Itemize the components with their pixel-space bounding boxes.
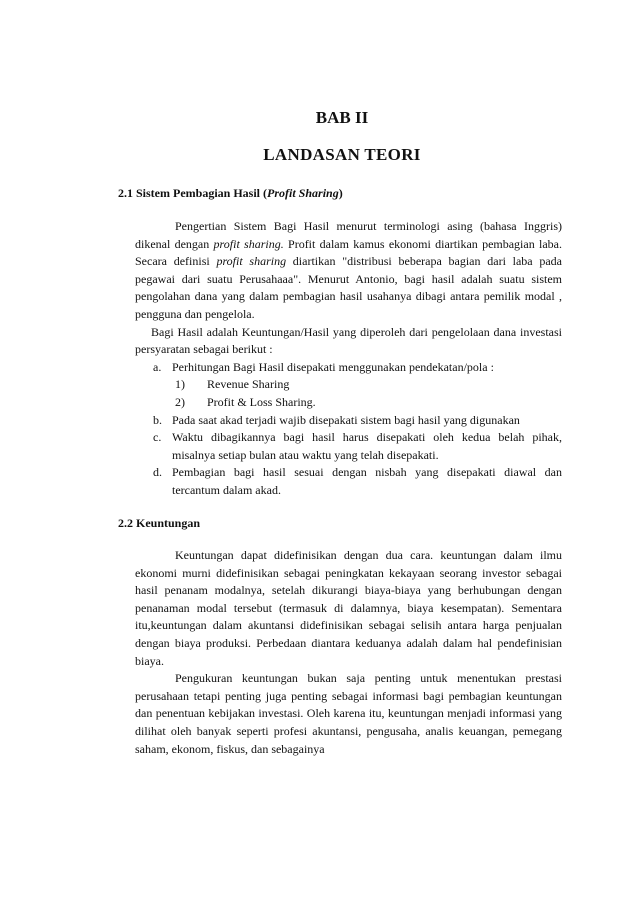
list-marker: c.	[153, 430, 162, 445]
section-2-1-body	[135, 218, 562, 500]
list-marker: a.	[153, 359, 162, 374]
section-2-1-title-italic: Profit Sharing	[267, 186, 339, 200]
list-item-text: Waktu dibagikannya bagi hasil harus disepakati oleh kedua belah pihak, misalnya setiap bulan atau waktu yang telah disepakati.	[172, 430, 562, 462]
sub-list-item	[135, 394, 562, 412]
section-2-1-paren-close: )	[338, 186, 343, 200]
chapter-number: BAB II	[315, 108, 369, 127]
list-item	[135, 412, 562, 430]
section-2-2-heading	[118, 516, 200, 531]
sub-list-marker: 2)	[175, 394, 185, 409]
list-item	[135, 359, 562, 377]
section-2-1-heading	[118, 186, 343, 201]
section-2-1-title: Sistem Pembagian Hasil	[136, 186, 261, 200]
section-2-1-paragraph-1	[135, 218, 562, 324]
list-item	[135, 429, 562, 464]
sub-list-item-text: Revenue Sharing	[207, 377, 290, 392]
list-item	[135, 464, 562, 499]
paragraph-text: diartikan "distribusi beberapa bagian dari laba pada pegawai dari suatu Perusahaaa". Menurut Antonio, bagi hasil adalah suatu sistem pengolahan dana yang dalam pembagian hasil usahanya dibagi antara pemilik modal , pengguna dan pengelola.	[135, 254, 562, 321]
sub-list-item-text: Profit & Loss Sharing.	[207, 394, 316, 409]
section-2-2-body	[135, 547, 562, 758]
section-2-2-paragraph-2: Pengukuran keuntungan bukan saja penting untuk menentukan prestasi perusahaan tetapi penting juga penting sebagai informasi bagi pembagian keuntungan dan penentuan kebijakan investasi. Oleh karena itu, keuntungan menjadi informasi yang dilihat oleh banyak seperti profesi akuntansi, pengusaha, analis keuangan, pemegang saham, ekonom, fiskus, dan sebagainya	[135, 671, 562, 756]
requirements-list	[135, 359, 562, 500]
paragraph-text: Profit dalam kamus ekonomi diartikan pembagian laba. Secara definisi	[135, 236, 562, 269]
list-marker: d.	[153, 465, 162, 480]
paragraph-italic-term: profit sharing.	[213, 236, 284, 251]
chapter-title: LANDASAN TEORI	[263, 145, 421, 164]
paragraph-text: Pengertian Sistem Bagi Hasil menurut terminologi asing (bahasa Inggris) dikenal dengan	[135, 219, 562, 251]
section-2-1-paragraph-2: Bagi Hasil adalah Keuntungan/Hasil yang diperoleh dari pengelolaan dana investasi persyaratan sebagai berikut :	[135, 324, 562, 357]
list-item-text: Pada saat akad terjadi wajib disepakati sistem bagi hasil yang digunakan	[172, 412, 520, 427]
section-2-1-number: 2.1	[118, 186, 133, 200]
section-2-2-number: 2.2	[118, 516, 133, 530]
list-marker: b.	[153, 412, 162, 427]
section-2-2-title: Keuntungan	[136, 516, 201, 530]
sub-list-item	[135, 376, 562, 394]
sub-list-marker: 1)	[175, 377, 185, 392]
section-2-1-paren-open: (	[263, 186, 268, 200]
section-2-2-paragraph-1: Keuntungan dapat didefinisikan dengan dua cara. keuntungan dalam ilmu ekonomi murni didefinisikan sebagai peningkatan kekayaan seorang investor sebagai hasil penanam modalnya, setelah dikurangi biaya-biaya yang berhubungan dengan penanaman modal tersebut (termasuk di dalamnya, biaya kesempatan). Sementara itu,keuntungan dalam akuntansi didefinisikan sebagai selisih antara harga penjualan dengan biaya produksi. Perbedaan diantara keduanya adalah dalam hal pendefinisian biaya.	[135, 548, 562, 668]
list-item-text: Perhitungan Bagi Hasil disepakati menggunakan pendekatan/pola :	[172, 359, 494, 374]
list-item-text: Pembagian bagi hasil sesuai dengan nisbah yang disepakati diawal dan tercantum dalam akad.	[172, 465, 562, 497]
paragraph-italic-term: profit sharing	[216, 254, 287, 269]
